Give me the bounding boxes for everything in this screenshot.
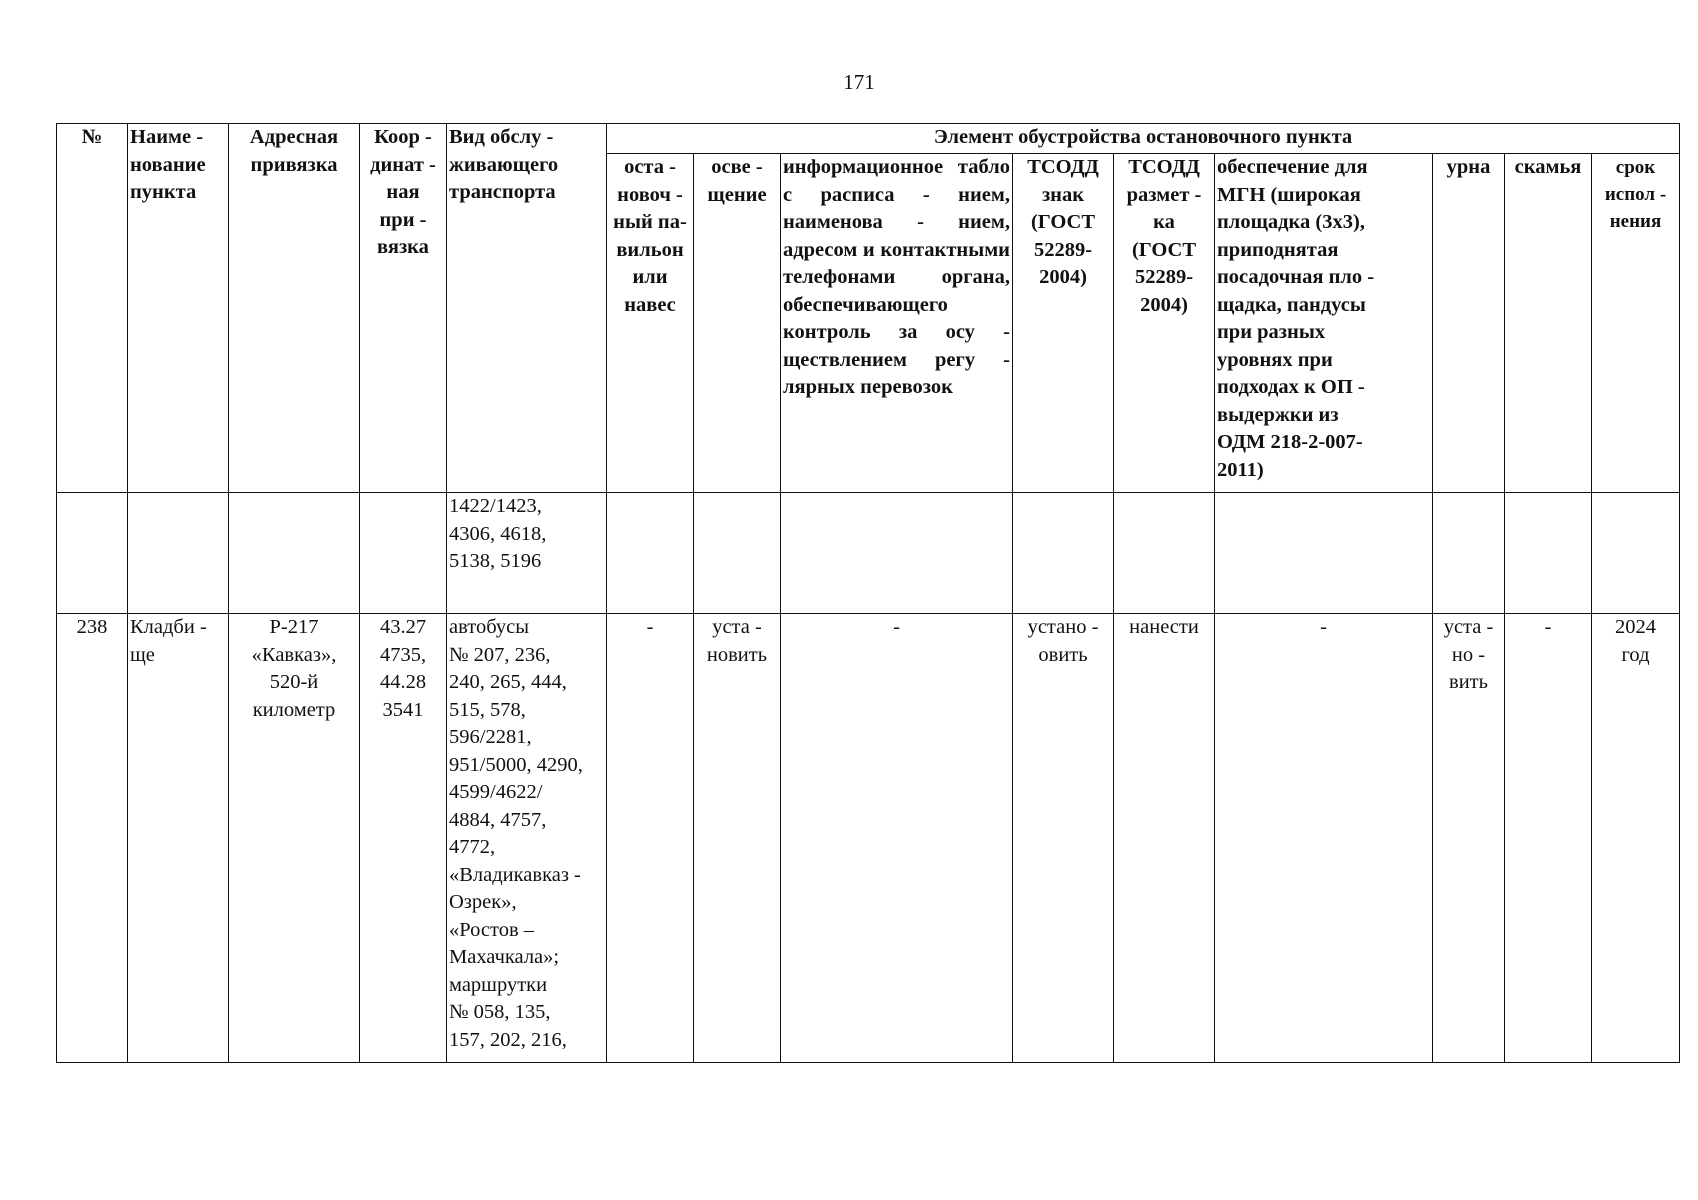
header-address: Адресная привязка — [229, 124, 360, 493]
page-number: 171 — [843, 70, 875, 94]
cell-urn: уста - но - вить — [1433, 614, 1505, 1063]
cell-mgn-facilities: - — [1215, 614, 1433, 1063]
cell-road-marking: нанести — [1114, 614, 1215, 1063]
cell-info-board — [781, 493, 1013, 614]
cell-number: 238 — [57, 614, 128, 1063]
header-mgn-facilities: обеспечение для МГН (широкая площадка (3х3), приподнятая посадочная пло - щадка, пандусы при разных уровнях при подходах к ОП - выдержки из ОДМ 218-2-007- 2011) — [1215, 154, 1433, 493]
header-road-marking: ТСОДД размет - ка (ГОСТ 52289- 2004) — [1114, 154, 1215, 493]
header-info-board: информационное табло с расписа - нием, наименова - нием, адресом и контактными телефонами органа, обеспечивающего контроль за осу - ществлением регу - лярных перевозок — [781, 154, 1013, 493]
cell-pavilion: - — [607, 614, 694, 1063]
header-number: № — [57, 124, 128, 493]
cell-coordinates: 43.27 4735, 44.28 3541 — [360, 614, 447, 1063]
cell-stop-name: Кладби - ще — [128, 614, 229, 1063]
cell-bench — [1505, 493, 1592, 614]
header-stop-name: Наиме - нование пункта — [128, 124, 229, 493]
cell-transport: автобусы № 207, 236, 240, 265, 444, 515, 578, 596/2281, 951/5000, 4290, 4599/4622/ 4884, 4757, 4772, «Владикавказ - Озрек», «Ростов – Махачкала»; маршрутки № 058, 135, 157, 202, 216, — [447, 614, 607, 1063]
header-deadline: срок испол - нения — [1592, 154, 1680, 493]
cell-pavilion — [607, 493, 694, 614]
cell-number — [57, 493, 128, 614]
bus-stop-table — [56, 123, 1680, 1063]
cell-address: Р-217 «Кавказ», 520-й километр — [229, 614, 360, 1063]
cell-transport: 1422/1423, 4306, 4618, 5138, 5196 — [447, 493, 607, 614]
header-bench: скамья — [1505, 154, 1592, 493]
header-pavilion: оста - новоч - ный па- вильон или навес — [607, 154, 694, 493]
cell-road-sign: устано - овить — [1013, 614, 1114, 1063]
cell-address — [229, 493, 360, 614]
cell-mgn-facilities — [1215, 493, 1433, 614]
cell-deadline — [1592, 493, 1680, 614]
header-group-title: Элемент обустройства остановочного пункта — [607, 124, 1680, 154]
cell-bench: - — [1505, 614, 1592, 1063]
cell-stop-name — [128, 493, 229, 614]
table-header-row — [57, 124, 1680, 154]
cell-lighting — [694, 493, 781, 614]
header-coordinates: Коор - динат - ная при - вязка — [360, 124, 447, 493]
table-row — [57, 614, 1680, 1063]
table-row — [57, 493, 1680, 614]
cell-info-board: - — [781, 614, 1013, 1063]
header-lighting: осве - щение — [694, 154, 781, 493]
cell-deadline: 2024 год — [1592, 614, 1680, 1063]
header-road-sign: ТСОДД знак (ГОСТ 52289- 2004) — [1013, 154, 1114, 493]
cell-coordinates — [360, 493, 447, 614]
header-urn: урна — [1433, 154, 1505, 493]
cell-urn — [1433, 493, 1505, 614]
cell-road-sign — [1013, 493, 1114, 614]
cell-lighting: уста - новить — [694, 614, 781, 1063]
header-transport: Вид обслу - живающего транспорта — [447, 124, 607, 493]
cell-road-marking — [1114, 493, 1215, 614]
